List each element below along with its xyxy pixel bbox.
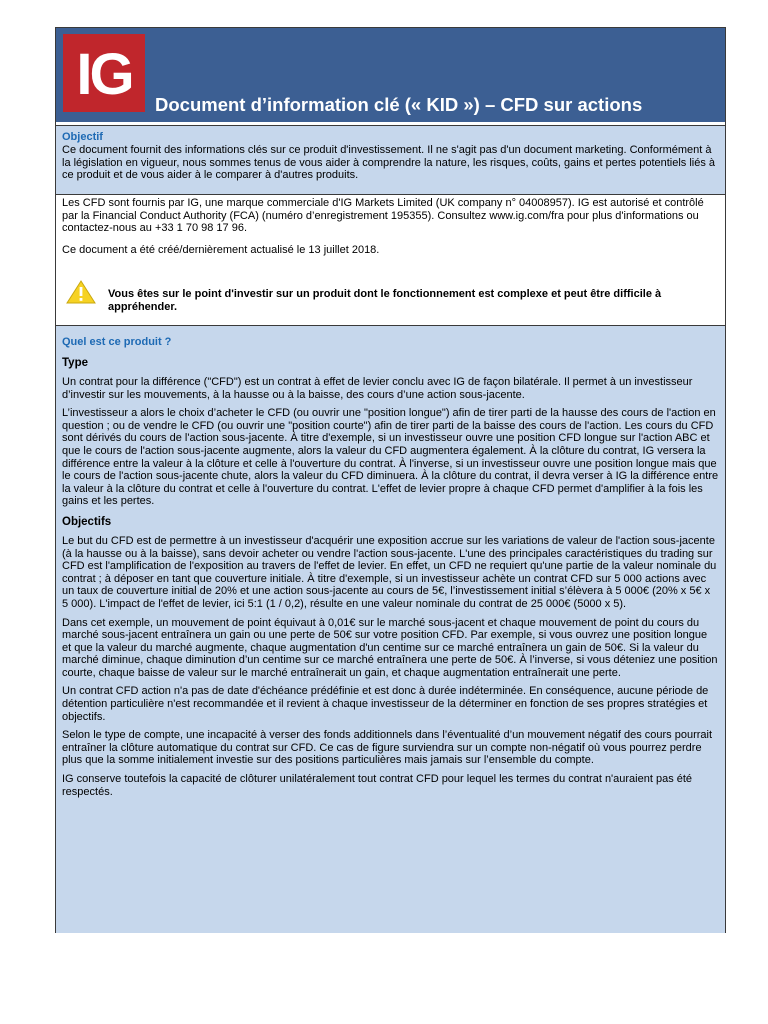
ig-logo-text: IG <box>76 42 132 107</box>
objectifs-paragraph-5: IG conserve toutefois la capacité de clôturer unilatéralement tout contrat CFD pour lequel les termes du contrat n'auraient pas été respectés. <box>62 773 693 798</box>
objectifs-paragraph-4: Selon le type de compte, une incapacité à verser des fonds additionnels dans l’éventualité d’un mouvement négatif des cours pourrait entraîner la clôture automatique du contrat sur CFD. Ce cas de figure surviendra sur un compte non-négatif où vous pourrez perdre plus que la somme initialement investie sur des positions particulières mais jamais sur l’ensemble du compte. <box>62 729 713 767</box>
updated-date-text: Ce document a été créé/dernièrement actualisé le 13 juillet 2018. <box>62 243 380 256</box>
product-heading: Quel est ce produit ? <box>62 336 172 348</box>
kid-document <box>55 27 726 933</box>
objectifs-paragraph-1: Le but du CFD est de permettre à un investisseur d'acquérir une exposition accrue sur les variations de valeur de l'action sous-jacente (à la hausse ou à la baisse), sans devoir acheter ou vendre l'action sous-jacente. L'une des principales caractéristiques du trading sur CFD est l'amplification de l'exposition au travers de l'effet de levier. En effet, un CFD ne requiert qu'une partie de la valeur nominale du contrat ; à déposer en tant que couverture initiale. À titre d'exemple, si un investisseur achète un contrat CFD sur 5 000 actions avec un taux de couverture initial de 20% et une action sous-jacente au cours de 5€, l’investissement initial s’élèvera à 5 000€ (20% x 5€ x 5 000). L'impact de l'effet de levier, ici 5:1 (1 / 0,2), résulte en une valeur nominale du contrat de 25 000€ (5000 x 5). <box>62 534 717 610</box>
type-paragraph-2: L’investisseur a alors le choix d’acheter le CFD (ou ouvrir une "position longue") afin de tirer parti de la hausse des cours de l'action en question ; ou de vendre le CFD (ou ouvrir une "position courte") afin de tirer parti de la baisse des cours de l'action. Les cours du CFD sont dérivés du cours de l'action sous-jacente. À titre d'exemple, si un investisseur ouvre une position CFD longue sur l'action ABC et que le cours de l'action sous-jacente augmente, alors la valeur du CFD augmentera également. À la clôture du contrat, IG versera la différence entre la valeur à la clôture et celle à l'ouverture du contrat. À l'inverse, si un investisseur ouvre une position longue mais que le cours de l'action sous-jacente chute, alors la valeur du CFD diminuera. À la clôture du contrat, il devra verser à IG la différence entre la valeur à la clôture du contrat et celle à l'ouverture du contrat. L'effet de levier propre à chaque CFD permet d'amplifier à la fois les gains et les pertes. <box>62 407 719 508</box>
document-header <box>56 28 725 122</box>
objectif-text: Ce document fournit des informations clés sur ce produit d'investissement. Il ne s'agit pas d'un document marketing. Conformément à la législation en vigueur, nous sommes tenus de vous aider à comprendre la nature, les risques, coûts, gains et pertes potentiels liés à ce produit et de vous aider à le comparer à d'autres produits. <box>62 144 716 182</box>
complexity-warning: Vous êtes sur le point d'investir sur un produit dont le fonctionnement est complexe et peut être difficile à appréhender. <box>108 288 662 313</box>
type-paragraph-1: Un contrat pour la différence ("CFD") est un contrat à effet de levier conclu avec IG de façon bilatérale. Il permet à un investisseur d’investir sur les mouvements, à la hausse ou à la baisse, des cours d’une action sous-jacente. <box>62 376 693 401</box>
document-title: Document d’information clé (« KID ») – CFD sur actions <box>155 94 643 115</box>
objectifs-paragraph-3: Un contrat CFD action n'a pas de date d'échéance prédéfinie et est donc à durée indéterminée. En conséquence, aucune période de détention particulière n'est recommandée et il revient à chaque investisseur de la déterminer en fonction de ses propres stratégies et objectifs. <box>62 685 709 723</box>
type-heading: Type <box>62 357 88 369</box>
ig-logo <box>63 34 145 112</box>
objectif-heading: Objectif <box>62 131 103 143</box>
objectifs-paragraph-2: Dans cet exemple, un mouvement de point équivaut à 0,01€ sur le marché sous-jacent et chaque mouvement de point du cours du marché sous-jacent entraînera un gain ou une perte de 50€ sur votre position CFD. Par exemple, si vous ouvrez une position longue et que la valeur du marché augmente, chaque augmentation d'un centime sur ce marché entraînera un gain de 50€. Si la valeur du marché diminue, chaque diminution d’un centime sur ce marché entraînera une perte de 50€. À l’inverse, si vous déteniez une position courte, chaque baisse de valeur sur le marché entraînerait un gain, et chaque augmentation entraînerait une perte. <box>62 616 718 679</box>
provider-section <box>56 195 725 325</box>
objectif-section <box>56 125 725 195</box>
provider-text: Les CFD sont fournis par IG, une marque commerciale d'IG Markets Limited (UK company n° 04008957). IG est autorisé et contrôlé par la Financial Conduct Authority (FCA) (numéro d’enregistrement 195355). Consultez www.ig.com/fra pour plus d'informations ou contactez-nous au +33 1 70 98 17 96. <box>62 197 704 235</box>
product-section <box>56 325 725 933</box>
warning-triangle-icon <box>66 280 96 309</box>
objectifs-heading: Objectifs <box>62 515 112 528</box>
